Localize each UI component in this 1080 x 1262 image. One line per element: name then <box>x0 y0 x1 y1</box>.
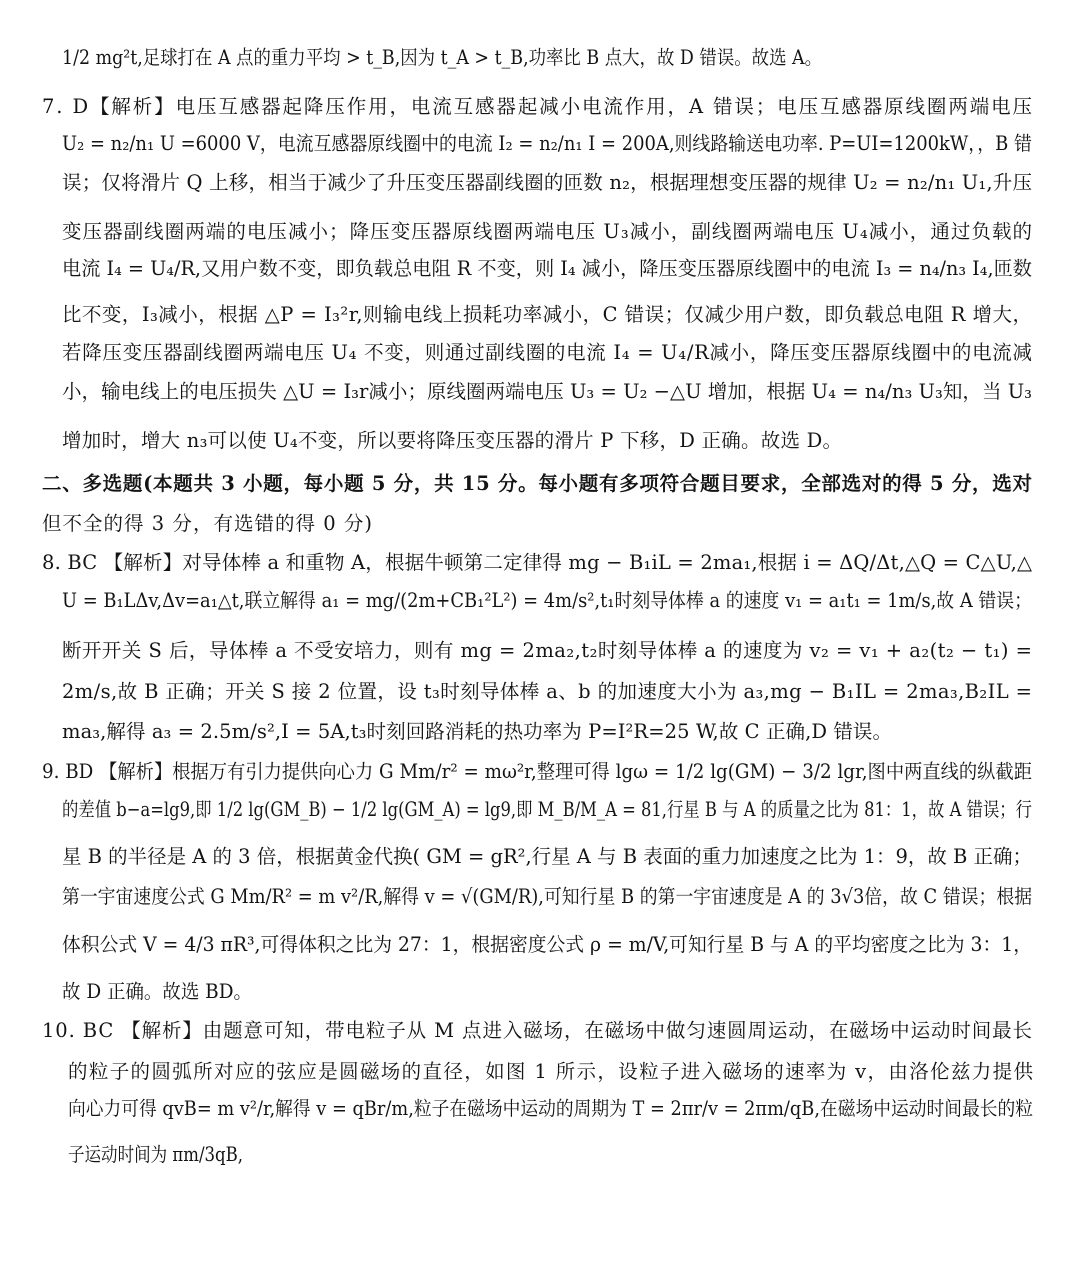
text-line: 向心力可得 qvB= m v²/r,解得 v = qBr/m,粒子在磁场中运动的周期为 T = 2πr/v = 2πm/qB,在磁场中运动时间最长的粒 <box>68 1097 1034 1120</box>
text-line: 10. BC 【解析】由题意可知，带电粒子从 M 点进入磁场，在磁场中做匀速圆周运动，在磁场中运动时间最长 <box>42 1019 1033 1042</box>
text-line: 星 B 的半径是 A 的 3 倍，根据黄金代换( GM = gR²,行星 A 与 B 表面的重力加速度之比为 1：9，故 B 正确； <box>62 845 1032 868</box>
text-line: 故 D 正确。故选 BD。 <box>62 980 253 1003</box>
text-line: 体积公式 V = 4/3 πR³,可得体积之比为 27：1，根据密度公式 ρ = m/V,可知行星 B 与 A 的平均密度之比为 3：1， <box>62 933 1033 956</box>
text-line: 子运动时间为 πm/3qB, <box>68 1143 244 1166</box>
text-line: 若降压变压器副线圈两端电压 U₄ 不变，则通过副线圈的电流 I₄ = U₄/R减小，降压变压器原线圈中的电流减 <box>62 341 1033 364</box>
text-line: 增加时，增大 n₃可以使 U₄不变，所以要将降压变压器的滑片 P 下移，D 正确。故选 D。 <box>62 429 843 452</box>
text-line: 第一宇宙速度公式 G Mm/R² = m v²/R,解得 v = √(GM/R),可知行星 B 的第一宇宙速度是 A 的 3√3倍，故 C 错误；根据 <box>62 885 1033 908</box>
text-line: 的粒子的圆弧所对应的弦应是圆磁场的直径，如图 1 所示，设粒子进入磁场的速率为 v，由洛伦兹力提供 <box>68 1060 1035 1083</box>
section-heading: 二、多选题(本题共 3 小题，每小题 5 分，共 15 分。每小题有多项符合题目要求，全部选对的得 5 分，选对 <box>42 472 1033 495</box>
text-line: 2m/s,故 B 正确；开关 S 接 2 位置，设 t₃时刻导体棒 a、b 的加速度大小为 a₃,mg − B₁IL = 2ma₃,B₂IL = <box>62 680 1033 703</box>
text-line: 误；仅将滑片 Q 上移，相当于减少了升压变压器副线圈的匝数 n₂，根据理想变压器的规律 U₂ = n₂/n₁ U₁,升压 <box>62 171 1033 194</box>
text-line: 7. D【解析】电压互感器起降压作用，电流互感器起减小电流作用，A 错误；电压互感器原线圈两端电压 <box>42 95 1034 118</box>
text-line: 的差值 b−a=lg9,即 1/2 lg(GM_B) − 1/2 lg(GM_A) = lg9,即 M_B/M_A = 81,行星 B 与 A 的质量之比为 81：1，故 A 错误；行 <box>62 798 1033 821</box>
text-line: 比不变，I₃减小，根据 △P = I₃²r,则输电线上损耗功率减小，C 错误；仅减少用户数，即负载总电阻 R 增大， <box>62 303 1033 326</box>
text-line: 断开开关 S 后，导体棒 a 不受安培力，则有 mg = 2ma₂,t₂时刻导体棒 a 的速度为 v₂ = v₁ + a₂(t₂ − t₁) = <box>62 639 1033 662</box>
text-line: ma₃,解得 a₃ = 2.5m/s²,I = 5A,t₃时刻回路消耗的热功率为 P=I²R=25 W,故 C 正确,D 错误。 <box>62 720 893 743</box>
text-line: 1/2 mg²t,足球打在 A 点的重力平均 > t_B,因为 t_A > t_B,功率比 B 点大，故 D 错误。故选 A。 <box>62 46 823 69</box>
text-line: 但不全的得 3 分，有选错的得 0 分) <box>42 512 374 535</box>
text-line: 电流 I₄ = U₄/R,又用户数不变，即负载总电阻 R 不变，则 I₄ 减小，降压变压器原线圈中的电流 I₃ = n₄/n₃ I₄,匝数 <box>62 257 1032 280</box>
text-line: U = B₁LΔv,Δv=a₁△t,联立解得 a₁ = mg/(2m+CB₁²L²) = 4m/s²,t₁时刻导体棒 a 的速度 v₁ = a₁t₁ = 1m/s,故 A 错误； <box>62 589 1033 612</box>
text-line: U₂ = n₂/n₁ U =6000 V，电流互感器原线圈中的电流 I₂ = n₂/n₁ I = 200A,则线路输送电功率. P=UI=1200kW，，B 错 <box>62 132 1032 155</box>
text-line: 小，输电线上的电压损失 △U = I₃r减小；原线圈两端电压 U₃ = U₂ −△U 增加，根据 U₄ = n₄/n₃ U₃知，当 U₃ <box>62 380 1033 403</box>
text-line: 8. BC 【解析】对导体棒 a 和重物 A，根据牛顿第二定律得 mg − B₁iL = 2ma₁,根据 i = ΔQ/Δt,△Q = C△U,△ <box>42 551 1033 574</box>
text-line: 变压器副线圈两端的电压减小；降压变压器原线圈两端电压 U₃减小，副线圈两端电压 U₄减小，通过负载的 <box>62 220 1034 243</box>
text-line: 9. BD 【解析】根据万有引力提供向心力 G Mm/r² = mω²r,整理可得 lgω = 1/2 lg(GM) − 3/2 lgr,图中两直线的纵截距 <box>42 760 1033 783</box>
